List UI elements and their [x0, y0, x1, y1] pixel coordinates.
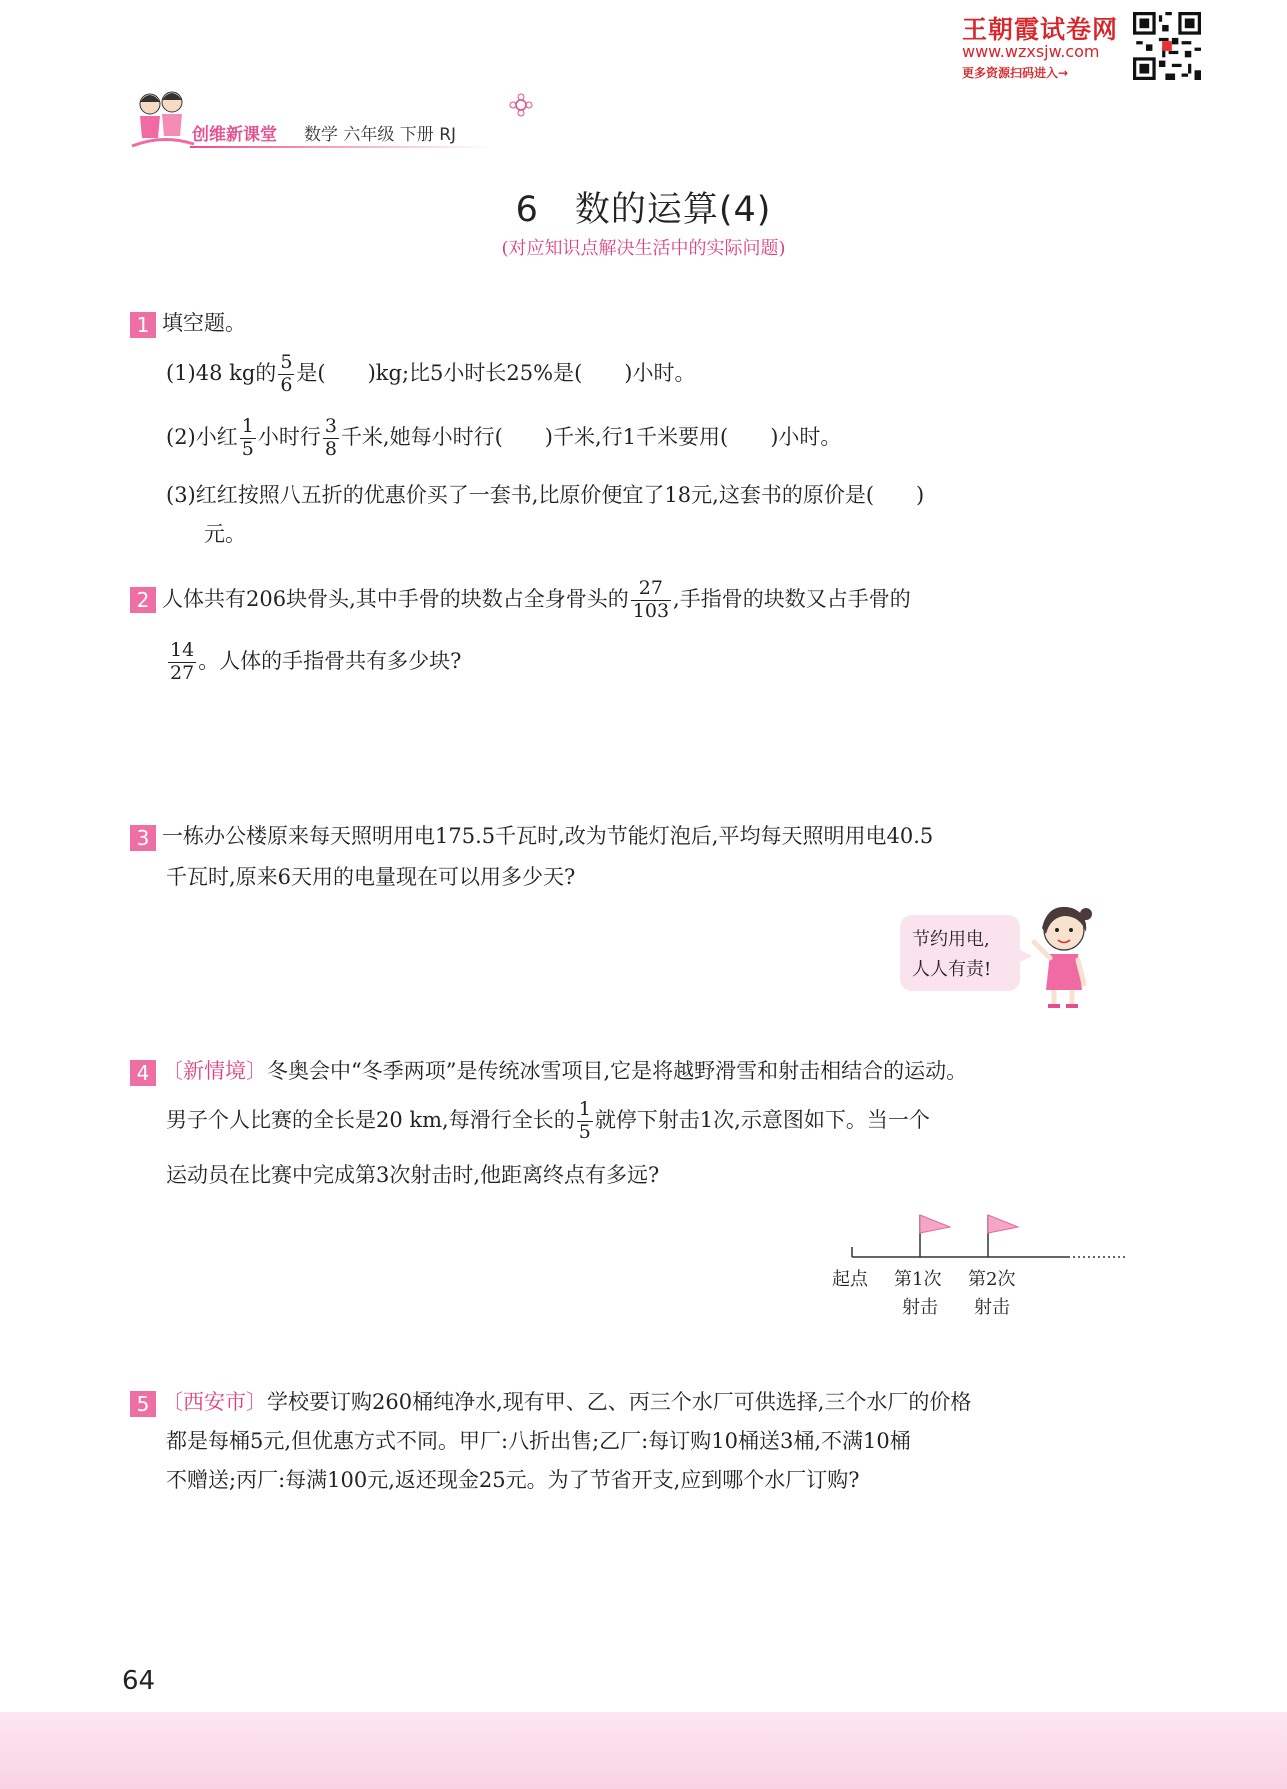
q5-line1 — [130, 1390, 971, 1417]
fraction-denominator: 27 — [170, 661, 195, 684]
fraction — [168, 640, 196, 685]
girl-cartoon-icon — [1028, 900, 1098, 1010]
label-shot-1: 第1次 — [894, 1269, 942, 1290]
q2-line2 — [166, 640, 461, 685]
flag-icon — [988, 1215, 1018, 1257]
watermark — [960, 8, 1205, 84]
fraction — [323, 416, 339, 461]
page-header — [128, 84, 538, 154]
q1-part1-text-b[interactable]: 是( )kg;比5小时长25%是( )小时。 — [296, 360, 696, 385]
q5-tag: 〔西安市〕 — [162, 1390, 267, 1414]
fraction — [240, 416, 256, 461]
q2-text-b: ,手指骨的块数又占手骨的 — [673, 586, 911, 611]
speech-bubble — [900, 915, 1020, 991]
q2-text-c: 。人体的手指骨共有多少块? — [198, 648, 462, 673]
label-shot-2: 第2次 — [968, 1269, 1016, 1290]
fraction-denominator: 5 — [578, 1120, 591, 1143]
q1-number-badge: 1 — [130, 312, 156, 338]
q1-stem: 填空题。 — [162, 311, 246, 335]
fraction — [631, 578, 671, 623]
q4-tag: 〔新情境〕 — [162, 1059, 267, 1083]
fraction-numerator: 5 — [280, 351, 293, 373]
label-shot-2-sub: 射击 — [974, 1297, 1010, 1318]
flag-icon — [920, 1215, 950, 1257]
fraction-denominator: 8 — [324, 437, 337, 460]
q1-part2-text-c[interactable]: 千米,她每小时行( )千米,行1千米要用( )小时。 — [340, 424, 842, 449]
footer-band — [0, 1712, 1287, 1789]
course-info: 数学 六年级 下册 RJ — [304, 125, 457, 145]
header-divider — [190, 146, 490, 148]
fraction — [278, 352, 294, 397]
label-start: 起点 — [832, 1269, 868, 1290]
q1-part3[interactable]: (3)红红按照八五折的优惠价买了一套书,比原价便宜了18元,这套书的原价是( ) — [166, 483, 925, 507]
q3-text-1: 一栋办公楼原来每天照明用电175.5千瓦时,改为节能灯泡后,平均每天照明用电40.5 — [162, 824, 934, 848]
brand-name: 创维新课堂 — [192, 125, 277, 145]
flower-icon — [508, 92, 534, 118]
q4-text-2b: 就停下射击1次,示意图如下。当一个 — [594, 1107, 930, 1132]
q5-line3: 不赠送;丙厂:每满100元,返还现金25元。为了节省开支,应到哪个水厂订购? — [166, 1468, 860, 1492]
fraction — [577, 1099, 593, 1144]
page-title: 6 数的运算(4) — [515, 190, 772, 230]
watermark-title: 王朝霞试卷网 — [962, 15, 1119, 44]
fraction-numerator: 14 — [170, 639, 195, 661]
q2-number-badge: 2 — [130, 587, 156, 613]
page-subtitle: (对应知识点解决生活中的实际问题) — [501, 238, 786, 259]
page-number: 64 — [122, 1666, 156, 1696]
q2-line1 — [130, 578, 911, 623]
q5-text-1: 学校要订购260桶纯净水,现有甲、乙、丙三个水厂可供选择,三个水厂的价格 — [267, 1390, 972, 1414]
biathlon-diagram — [828, 1205, 1128, 1325]
q1-part1-text-a: (1)48 kg的 — [166, 360, 277, 385]
q4-text-1: 冬奥会中“冬季两项”是传统冰雪项目,它是将越野滑雪和射击相结合的运动。 — [267, 1059, 968, 1083]
q5-number-badge: 5 — [130, 1391, 156, 1417]
q2-text-a: 人体共有206块骨头,其中手骨的块数占全身骨头的 — [162, 586, 629, 611]
q3-line2: 千瓦时,原来6天用的电量现在可以用多少天? — [166, 865, 576, 889]
q1-part1 — [166, 352, 695, 397]
q5-line2: 都是每桶5元,但优惠方式不同。甲厂:八折出售;乙厂:每订购10桶送3桶,不满10桶 — [166, 1429, 911, 1453]
q4-line3: 运动员在比赛中完成第3次射击时,他距离终点有多远? — [166, 1163, 660, 1187]
track-line — [828, 1205, 1128, 1265]
fraction-numerator: 27 — [631, 578, 671, 601]
q1-stem-line — [130, 311, 246, 338]
q1-part2-text-a: (2)小红 — [166, 424, 238, 449]
fraction-numerator: 1 — [241, 415, 254, 437]
bubble-line-2: 人人有责! — [912, 959, 992, 980]
fraction-denominator: 6 — [280, 373, 293, 396]
q3-number-badge: 3 — [130, 825, 156, 851]
label-shot-1-sub: 射击 — [902, 1297, 938, 1318]
q1-part2-text-b: 小时行 — [257, 424, 321, 449]
q4-text-2a: 男子个人比赛的全长是20 km,每滑行全长的 — [166, 1107, 575, 1132]
q1-part2 — [166, 416, 841, 461]
fraction-numerator: 3 — [324, 415, 337, 437]
watermark-sub: 更多资源扫码进入→ — [962, 66, 1069, 80]
q1-part3-cont: 元。 — [204, 522, 246, 546]
q4-number-badge: 4 — [130, 1060, 156, 1086]
fraction-denominator: 103 — [632, 599, 670, 622]
bubble-line-1: 节约用电, — [912, 929, 990, 950]
q4-line2 — [166, 1099, 930, 1144]
children-mascot-icon — [128, 84, 196, 152]
fraction-numerator: 1 — [578, 1098, 591, 1120]
q3-line1 — [130, 824, 933, 851]
q4-line1 — [130, 1059, 967, 1086]
fraction-denominator: 5 — [241, 437, 254, 460]
watermark-url[interactable]: www.wzxsjw.com — [962, 42, 1100, 61]
qr-code-icon[interactable] — [1133, 12, 1201, 80]
